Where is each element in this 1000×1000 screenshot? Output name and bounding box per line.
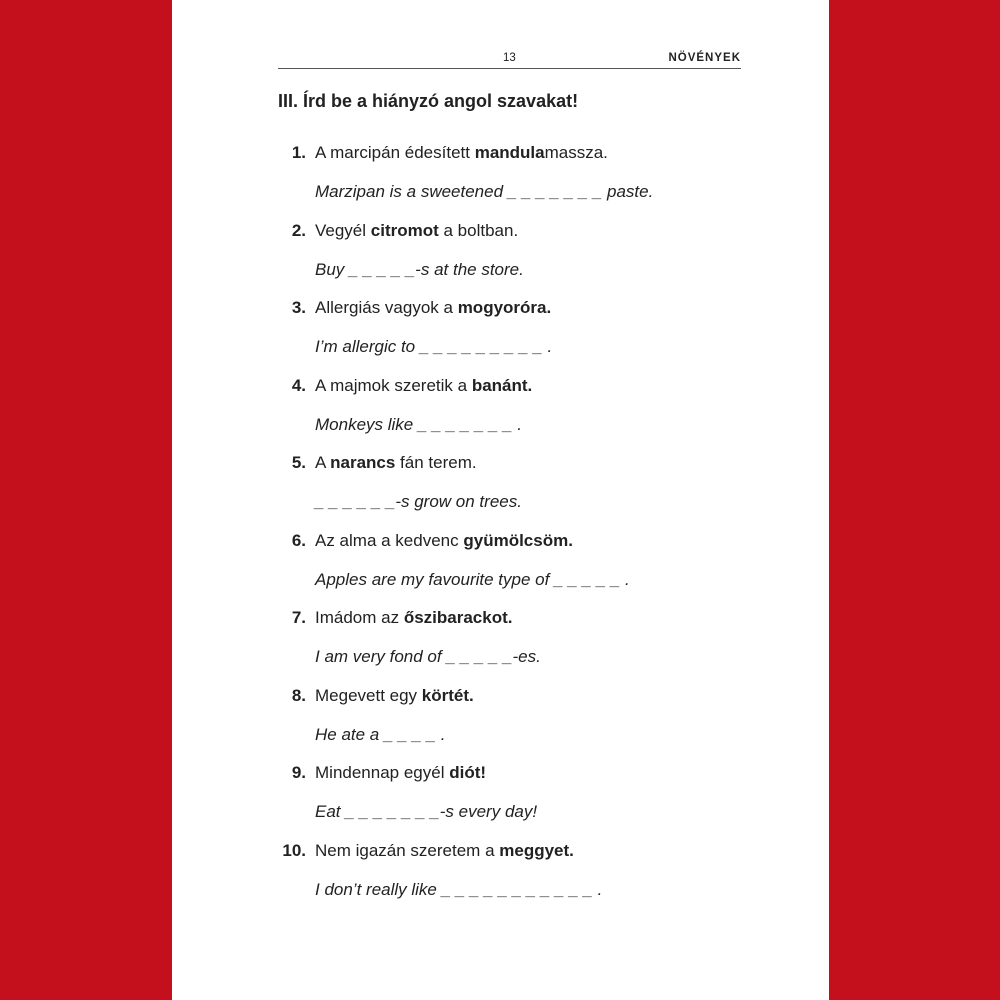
keyword: mogyoróra.	[457, 298, 552, 317]
hungarian-sentence: Mindennap egyél diót!	[315, 763, 487, 782]
keyword: gyümölcsöm.	[463, 530, 573, 550]
keyword: mandula	[474, 143, 545, 162]
item-number: 6.	[291, 530, 306, 550]
english-sentence: I am very fond of _ _ _ _ _-es.	[315, 647, 541, 666]
hungarian-sentence: Nem igazán szeretem a meggyet.	[315, 840, 574, 860]
english-sentence: Marzipan is a sweetened _ _ _ _ _ _ _ paste.	[315, 182, 654, 201]
item-number: 7.	[291, 608, 306, 627]
english-sentence: _ _ _ _ _ _-s grow on trees.	[315, 492, 522, 511]
item-number: 10.	[282, 840, 306, 860]
section-name: NÖVÉNYEK	[668, 52, 741, 64]
exercise-item-5	[272, 453, 732, 531]
exercise-item-7	[272, 608, 732, 686]
keyword: narancs	[330, 453, 396, 472]
item-number: 2.	[291, 220, 306, 240]
item-number: 8.	[291, 685, 306, 705]
item-number: 9.	[291, 763, 306, 782]
hungarian-sentence: Allergiás vagyok a mogyoróra.	[315, 298, 552, 317]
keyword: őszibarackot.	[403, 608, 513, 627]
exercise-title: III. Írd be a hiányzó angol szavakat!	[278, 91, 579, 111]
hungarian-sentence: A narancs fán terem.	[315, 453, 477, 472]
hungarian-sentence: A marcipán édesített mandulamassza.	[315, 143, 608, 162]
english-sentence: Monkeys like _ _ _ _ _ _ _ .	[315, 414, 522, 434]
exercise-item-4	[272, 376, 732, 454]
exercise-item-6	[272, 531, 732, 609]
hungarian-sentence: Megevett egy körtét.	[315, 685, 474, 705]
hungarian-sentence: A majmok szeretik a banánt.	[315, 375, 533, 395]
exercise-item-3	[272, 298, 732, 376]
english-sentence: I don’t really like _ _ _ _ _ _ _ _ _ _ _ .	[315, 879, 603, 899]
page-header	[278, 50, 741, 69]
hungarian-sentence: Az alma a kedvenc gyümölcsöm.	[315, 530, 573, 550]
book-page	[172, 0, 829, 1000]
keyword: meggyet.	[499, 840, 574, 860]
exercise-item-1	[272, 143, 732, 221]
keyword: citromot	[370, 220, 439, 240]
hungarian-sentence: Vegyél citromot a boltban.	[315, 220, 519, 240]
english-sentence: Eat _ _ _ _ _ _ _-s every day!	[315, 802, 538, 821]
keyword: diót!	[449, 763, 487, 782]
exercise-list	[272, 143, 732, 918]
keyword: körtét.	[421, 685, 474, 705]
keyword: banánt.	[471, 375, 533, 395]
item-number: 3.	[291, 298, 306, 317]
hungarian-sentence: Imádom az őszibarackot.	[315, 608, 513, 627]
english-sentence: I’m allergic to _ _ _ _ _ _ _ _ _ .	[315, 337, 553, 356]
english-sentence: Buy _ _ _ _ _-s at the store.	[315, 259, 524, 279]
page-number: 13	[503, 52, 516, 64]
item-number: 1.	[291, 143, 306, 162]
exercise-item-8	[272, 686, 732, 764]
exercise-item-2	[272, 221, 732, 299]
english-sentence: Apples are my favourite type of _ _ _ _ _ .	[315, 569, 630, 589]
item-number: 5.	[291, 453, 306, 472]
english-sentence: He ate a _ _ _ _ .	[315, 724, 446, 744]
item-number: 4.	[291, 375, 306, 395]
exercise-item-10	[272, 841, 732, 919]
exercise-item-9	[272, 763, 732, 841]
